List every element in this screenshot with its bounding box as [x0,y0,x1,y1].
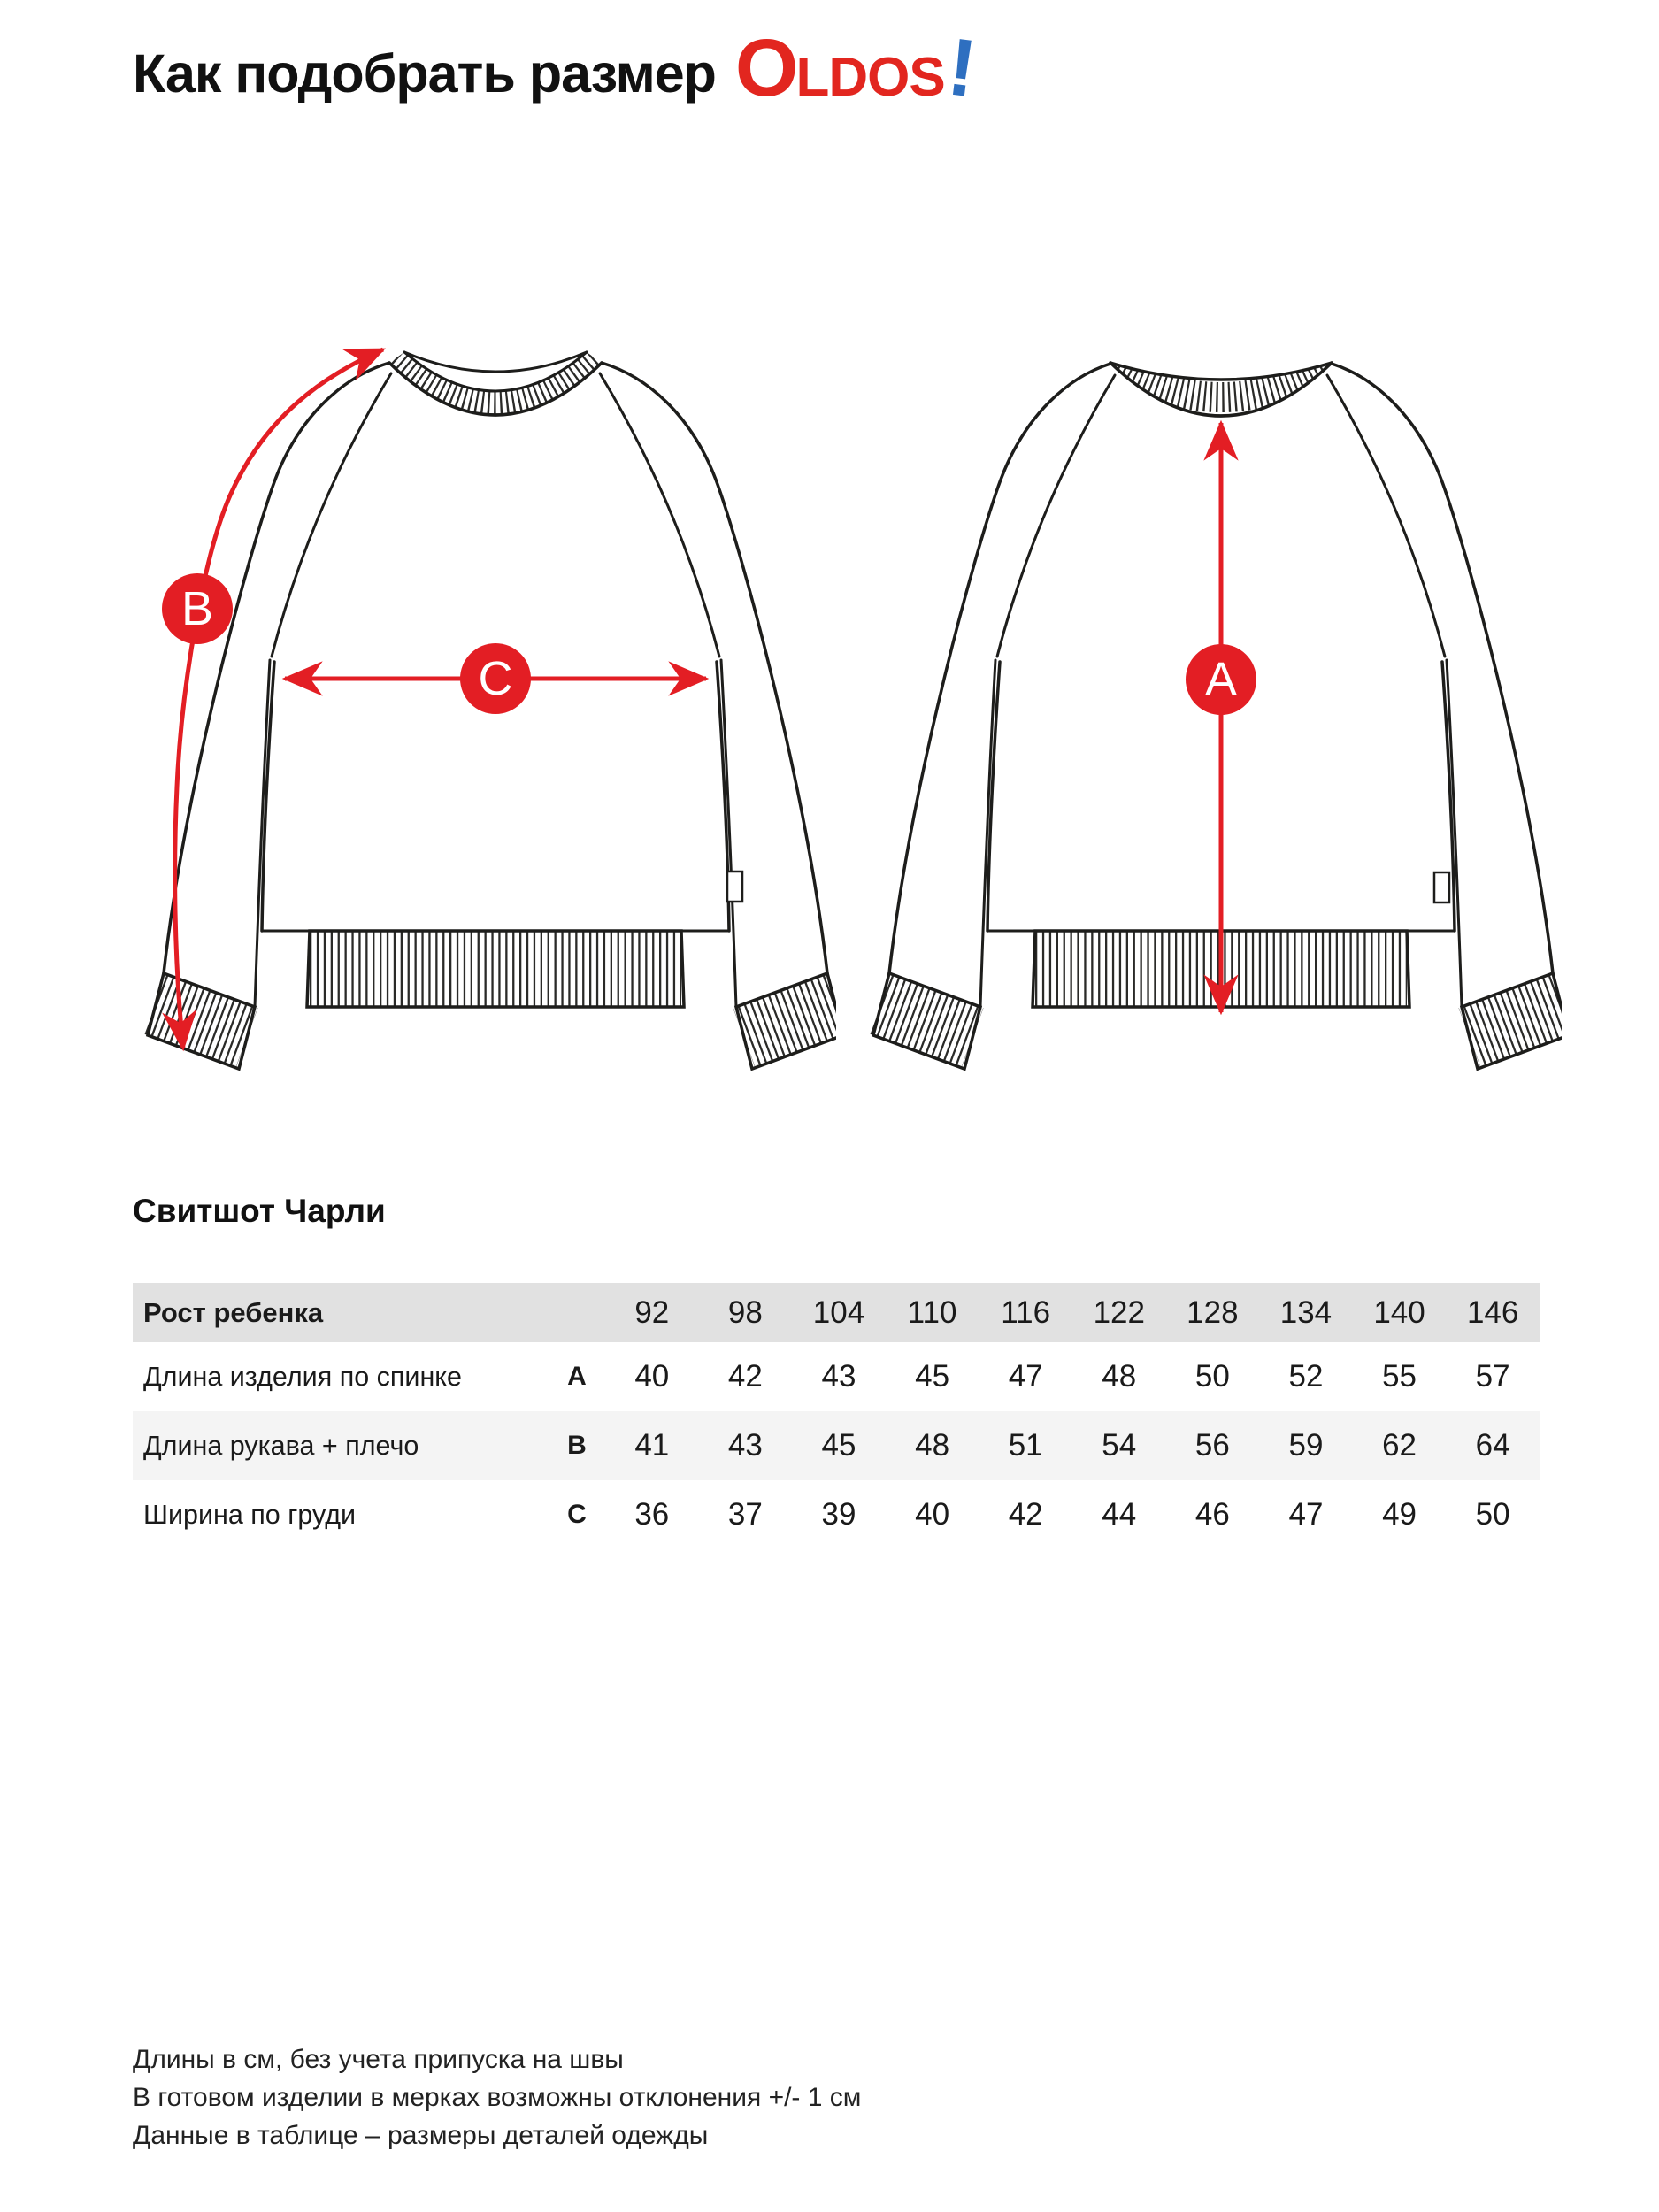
size-cell: 56 [1194,1428,1230,1463]
sweatshirt-front-diagram [84,204,836,1088]
sweatshirt-back-diagram [810,204,1562,1088]
size-cell: 48 [915,1428,950,1463]
size-cell: 42 [727,1359,763,1394]
measure-label: Ширина по груди [143,1499,357,1530]
size-cell: 40 [915,1497,950,1532]
size-cell: 39 [821,1497,856,1532]
back-right-sleeve-inner [1447,660,1462,1007]
table-row [133,1411,1540,1480]
size-cell: 62 [1382,1428,1417,1463]
size-cell: 45 [821,1428,856,1463]
front-left-sleeve-inner [255,660,270,1007]
label-letter-b: B [180,582,214,635]
size-cell: 36 [634,1497,670,1532]
note-line: Длины в см, без учета припуска на швы [133,2045,624,2074]
size-cell: 40 [634,1359,670,1394]
height-cell: 116 [1001,1294,1051,1330]
label-letter-a: A [1204,653,1238,706]
size-cell: 41 [634,1428,670,1463]
size-cell: 54 [1102,1428,1137,1463]
measure-label: Длина изделия по спинке [143,1361,462,1392]
oldos-logo: O LDOS ! [734,21,981,115]
size-cell: 50 [1194,1359,1230,1394]
front-left-cuff-rib [156,1004,247,1038]
page-header [133,21,981,115]
footnotes [133,2040,861,2154]
size-cell: 37 [727,1497,763,1532]
measure-label: Длина рукава + плечо [143,1430,419,1461]
back-right-cuff-rib [1470,1004,1561,1038]
measure-letter: B [567,1431,587,1460]
size-cell: 46 [1194,1497,1230,1532]
size-cell: 51 [1008,1428,1043,1463]
height-cell: 98 [727,1294,763,1330]
front-left-raglan-seam [272,373,391,657]
size-cell: 59 [1288,1428,1324,1463]
height-cell: 92 [634,1294,670,1330]
table-row [133,1480,1540,1549]
label-letter-c: C [478,652,513,705]
size-cell: 48 [1102,1359,1137,1394]
front-right-raglan-seam [600,373,719,657]
back-left-cuff-rib [881,1004,972,1038]
size-cell: 43 [821,1359,856,1394]
height-cell: 146 [1466,1294,1519,1330]
measure-letter: C [567,1500,587,1529]
front-right-sleeve-inner [721,660,736,1007]
size-cell: 45 [915,1359,950,1394]
page-title: Как подобрать размер [133,43,716,104]
size-cell: 57 [1475,1359,1510,1394]
back-right-raglan-seam [1327,375,1445,657]
front-right-sleeve-outer [602,363,827,973]
back-side-tag [1434,872,1449,902]
size-cell: 47 [1008,1359,1043,1394]
table-row [133,1342,1540,1411]
height-cell: 122 [1093,1294,1145,1330]
measure-letter: A [567,1362,587,1391]
size-cell: 42 [1008,1497,1043,1532]
size-table [133,1283,1540,1549]
size-cell: 43 [727,1428,763,1463]
back-left-sleeve-inner [980,660,995,1007]
size-cell: 52 [1288,1359,1324,1394]
table-header-row [133,1283,1540,1342]
height-cell: 104 [812,1294,865,1330]
note-line: В готовом изделии в мерках возможны отклонения +/- 1 см [133,2083,862,2112]
table-header-label: Рост ребенка [143,1296,324,1328]
size-cell: 64 [1475,1428,1510,1463]
back-measure-arrows [1186,423,1256,1012]
front-side-tag [727,872,742,902]
height-cell: 110 [907,1294,957,1330]
note-line: Данные в таблице – размеры деталей одежды [133,2121,709,2150]
size-cell: 49 [1382,1497,1417,1532]
size-cell: 55 [1382,1359,1417,1394]
front-left-sleeve-outer [164,363,389,973]
height-cell: 128 [1187,1294,1239,1330]
height-cell: 140 [1373,1294,1425,1330]
front-hem-outline [307,931,684,1007]
size-cell: 44 [1102,1497,1137,1532]
product-name: Свитшот Чарли [133,1193,386,1229]
back-left-raglan-seam [997,375,1115,657]
size-cell: 47 [1288,1497,1324,1532]
size-cell: 50 [1475,1497,1510,1532]
logo-exclamation: ! [942,21,981,115]
height-cell: 134 [1279,1294,1333,1330]
